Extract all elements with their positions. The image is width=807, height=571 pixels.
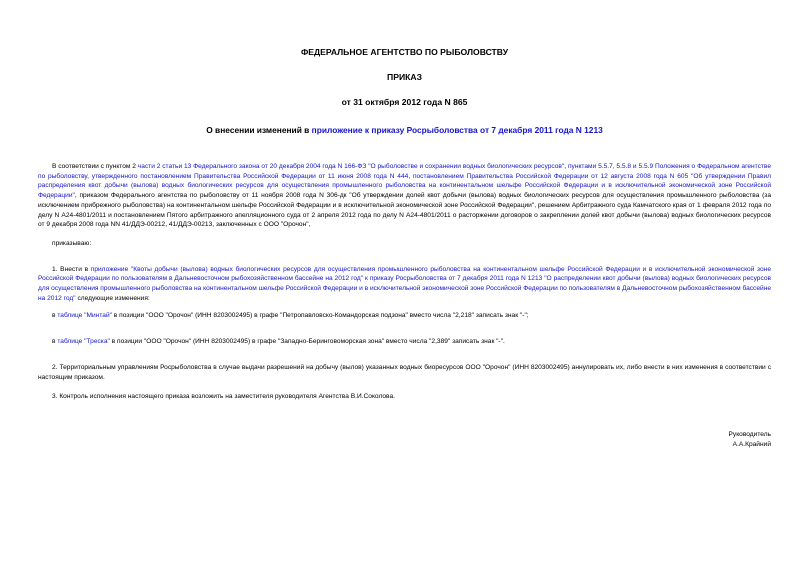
signature-block [729,430,771,449]
item-1-text-2: следующие изменения: [75,294,150,302]
intro-text-4: , приказом Федерального агентства по рыболовству от 11 ноября 2008 года N 306-дк "Об утверждении долей квот добычи (вылова) водных биологических ресурсов для осуществления промышленного рыболовства (за исключением прибрежного рыболовства) на континентальном шельфе Российской Федерации и в исключительной экономической зоне Российской Федерации", решением Арбитражного суда Камчатского края от 1 февраля 2012 года по делу N А24-4801/2011 и постановлением Пятого арбитражного апелляционного суда от 2 апреля 2012 года по делу N А24-4801/2011 о расторжении договоров о закреплении долей квот добычи (вылова) водных биологических ресурсов от 9 декабря 2008 года NN 41/ДДЭ-00212, 41/ДДЭ-00213, заключенных с ООО "Орочон", [38,192,771,229]
item-1-link-appendix[interactable]: приложение "Квоты добычи (вылова) водных биологических ресурсов для осуществления промышленного рыболовства на континентальном шельфе Российской Федерации и в исключительной экономической зоне Российской Федерации по пользователям в Дальневосточном рыбохозяйственном бассейне на 2012 год" к приказу Росрыболовства от 7 декабря 2011 года N 1213 "О распределении квот добычи (вылова) водных биологических ресурсов для осуществления промышленного рыболовства на континентальном шельфе Российской Федерации и в исключительной экономической зоне Российской Федерации по пользователям в Дальневосточном рыбохозяйственном бассейне на 2012 год" [38,265,771,302]
document-subject [38,125,771,135]
item-3: 3. Контроль исполнения настоящего приказа возложить на заместителя руководителя Агентства В.И.Соколова. [52,393,395,401]
date-number: от 31 октября 2012 года N 865 [341,97,468,107]
subject-link[interactable]: приложение к приказу Росрыболовства от 7 декабря 2011 года N 1213 [311,125,603,135]
item-1-text-1: 1. Внести в [52,265,91,273]
agency-title: ФЕДЕРАЛЬНОЕ АГЕНТСТВО ПО РЫБОЛОВСТВУ [300,47,509,57]
item-1b-text-2: в позиции "ООО "Орочон" (ИНН 8203002495) в графе "Западно-Беринговоморская зона" вместо числа "2,389" записать знак "-". [109,338,505,346]
intro-text-2: , [564,163,568,170]
item-1-cod [38,337,771,347]
item-1 [38,265,771,304]
intro-link-government-decree[interactable]: постановлением Правительства Российской Федерации от 12 августа 2008 года N 605 "Об утверждении Правил распределения квот добычи (вылова) водных биологических ресурсов для осуществления промышленного рыболовства на континентальном шельфе Российской Федерации и в исключительной экономической зоне Российской Федерации" [38,172,771,200]
item-1b-text-1: в [52,338,58,346]
intro-paragraph [38,162,771,230]
item-1a-text-2: в позиции "ООО "Орочон" (ИНН 8203002495) в графе "Петропавловско-Командорская подзона" вместо числа "2,218" записать знак "-"; [111,312,529,320]
item-1a-link-table[interactable]: таблице "Минтай" [57,312,112,320]
item-1-pollock [38,311,771,321]
intro-link-federal-law[interactable]: части 2 статьи 13 Федерального закона от 20 декабря 2004 года N 166-ФЗ "О рыболовстве и сохранении водных биологических ресурсов" [137,163,565,170]
item-1b-link-table[interactable]: таблице "Треска" [57,338,110,346]
intro-text-3: , [408,172,413,180]
order-word: приказываю: [52,239,92,247]
document-type: ПРИКАЗ [387,72,422,82]
intro-text-1: В соответствии с пунктом 2 [52,163,138,170]
item-2: 2. Территориальным управлениям Росрыболовства в случае выдачи разрешений на добычу (вылов) указанных водных биоресурсов ООО "Орочон" (ИНН 8203002495) аннулировать их, либо внести в них изменения в соответствии с настоящим приказом. [38,363,771,381]
item-1a-text-1: в [52,312,58,320]
signature-name: А.А.Крайний [732,440,771,448]
intro-link-regulation[interactable]: пунктами 5.5.7, 5.5.8 и 5.5.9 Положения о Федеральном агентстве по рыболовству, утвержденного постановлением Правительства Российской Федерации от 11 июня 2008 года N 444 [38,163,772,180]
signature-title: Руководитель [728,431,771,438]
subject-prefix: О внесении изменений в [206,125,312,135]
